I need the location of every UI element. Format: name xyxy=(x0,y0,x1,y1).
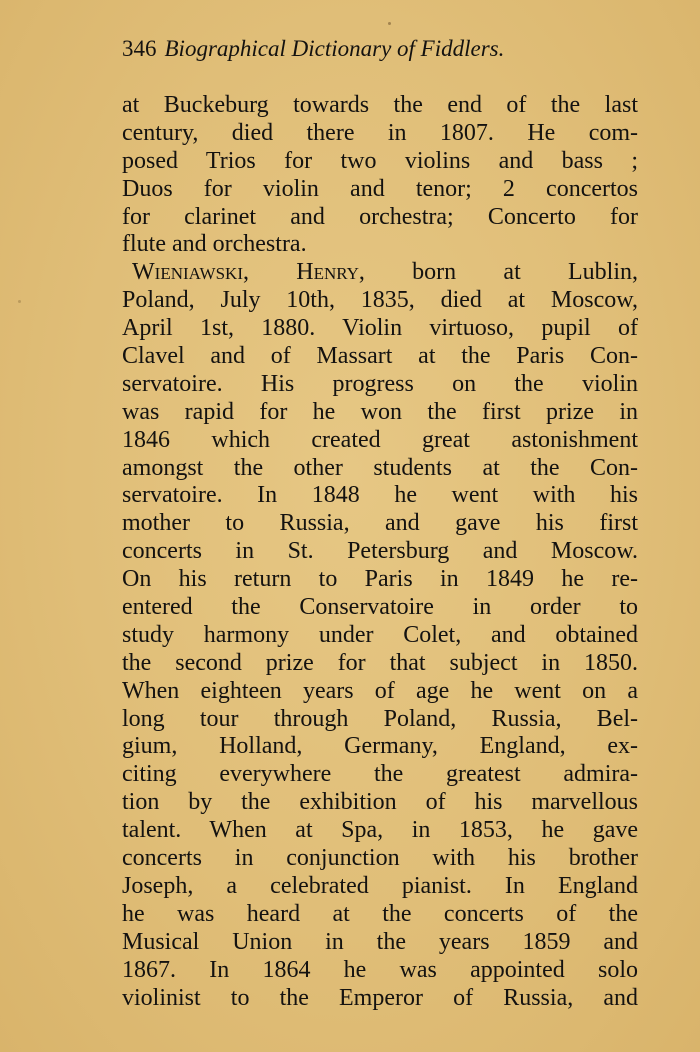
text-line: the second prize for that subject in 1850. xyxy=(122,649,638,676)
running-title: Biographical Dictionary of Fiddlers. xyxy=(164,36,505,61)
paper-speck xyxy=(18,300,21,303)
text-line: gium, Holland, Germany, England, ex- xyxy=(122,733,638,760)
text-line: long tour through Poland, Russia, Bel- xyxy=(122,705,638,732)
text-line: for clarinet and orchestra; Concerto for xyxy=(122,203,638,230)
entry-heading-line xyxy=(122,259,638,287)
text-line: mother to Russia, and gave his first xyxy=(122,510,638,537)
text-line: concerts in conjunction with his brother xyxy=(122,845,638,872)
text-line: study harmony under Colet, and obtained xyxy=(122,621,638,648)
text-line: Joseph, a celebrated pianist. In England xyxy=(122,872,638,899)
text-line: Musical Union in the years 1859 and xyxy=(122,928,638,955)
text-line: Poland, July 10th, 1835, died at Moscow, xyxy=(122,287,638,314)
text-line: Clavel and of Massart at the Paris Con- xyxy=(122,343,638,370)
text-line: servatoire. In 1848 he went with his xyxy=(122,482,638,509)
text-line: On his return to Paris in 1849 he re- xyxy=(122,566,638,593)
text-line: Duos for violin and tenor; 2 concertos xyxy=(122,175,638,202)
page-header xyxy=(122,36,642,72)
text-line: violinist to the Emperor of Russia, and xyxy=(122,984,638,1011)
entry-heading-rest: born at Lublin, xyxy=(364,259,638,286)
text-line: April 1st, 1880. Violin virtuoso, pupil of xyxy=(122,315,638,342)
text-line: posed Trios for two violins and bass ; xyxy=(122,147,638,174)
page-number: 346 xyxy=(122,36,157,61)
text-line: citing everywhere the greatest admira- xyxy=(122,761,638,788)
text-line: talent. When at Spa, in 1853, he gave xyxy=(122,817,638,844)
text-line: flute and orchestra. xyxy=(122,231,307,258)
text-line: amongst the other students at the Con- xyxy=(122,454,638,481)
text-line: he was heard at the concerts of the xyxy=(122,900,638,927)
text-line: at Buckeburg towards the end of the last xyxy=(122,92,638,118)
entry-heading-name: Wieniawski, Henry, xyxy=(132,259,365,286)
text-line: century, died there in 1807. He com- xyxy=(122,119,638,146)
text-line: 1846 which created great astonishment xyxy=(122,426,638,453)
text-line: servatoire. His progress on the violin xyxy=(122,370,638,397)
text-line: concerts in St. Petersburg and Moscow. xyxy=(122,538,638,565)
text-line: entered the Conservatoire in order to xyxy=(122,594,638,621)
text-line: tion by the exhibition of his marvellous xyxy=(122,789,638,816)
text-line: 1867. In 1864 he was appointed solo xyxy=(122,956,638,983)
body-text xyxy=(122,92,638,1012)
text-line: When eighteen years of age he went on a xyxy=(122,677,638,704)
text-line: was rapid for he won the first prize in xyxy=(122,398,638,425)
paper-speck xyxy=(388,22,391,25)
